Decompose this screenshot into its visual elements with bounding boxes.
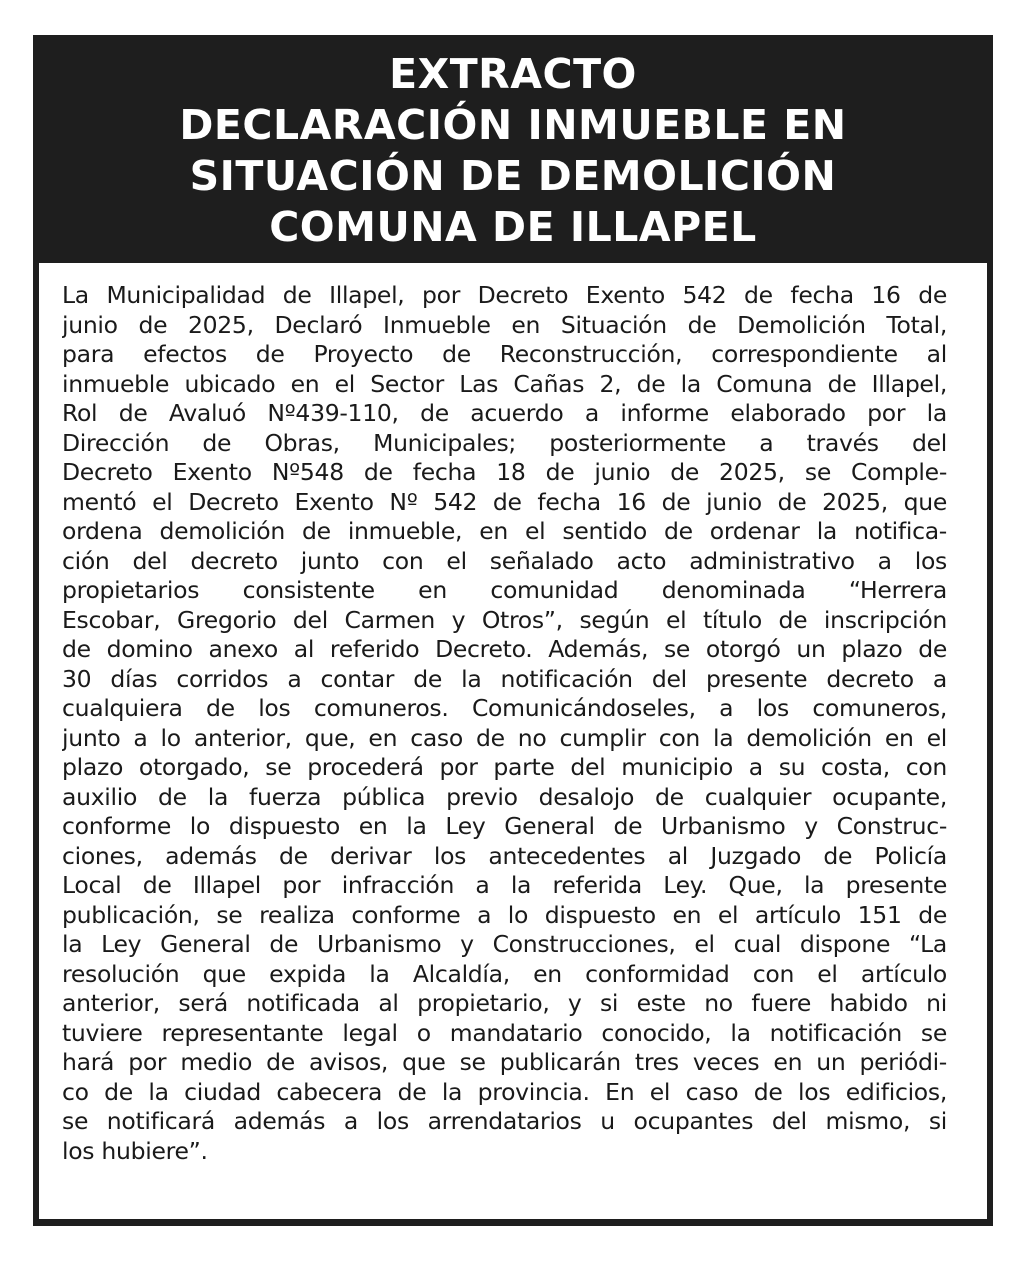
body-text-line: los hubiere”. bbox=[62, 1136, 208, 1165]
body-text-line: inmueble ubicado en el Sector Las Cañas 2, de la Comuna de Illapel, bbox=[62, 369, 947, 398]
body-text-line: hará por medio de avisos, que se publicarán tres veces en un periódi- bbox=[62, 1048, 947, 1076]
body-text-line: junto a lo anterior, que, en caso de no cumplir con la demolición en el bbox=[62, 723, 947, 752]
notice-body bbox=[39, 263, 987, 1219]
body-text-line: Decreto Exento Nº548 de fecha 18 de junio de 2025, se Comple- bbox=[62, 458, 947, 486]
legal-notice bbox=[33, 35, 993, 1226]
body-text-line: junio de 2025, Declaró Inmueble en Situación de Demolición Total, bbox=[62, 310, 947, 339]
notice-title-line: DECLARACIÓN INMUEBLE EN bbox=[179, 101, 847, 149]
body-text-line: de domino anexo al referido Decreto. Además, se otorgó un plazo de bbox=[62, 635, 947, 663]
body-text-line: publicación, se realiza conforme a lo dispuesto en el artículo 151 de bbox=[62, 900, 947, 929]
body-text-line: propietarios consistente en comunidad denominada “Herrera bbox=[62, 576, 947, 604]
body-text-line: Dirección de Obras, Municipales; posteriormente a través del bbox=[62, 428, 947, 457]
body-text-line: Local de Illapel por infracción a la referida Ley. Que, la presente bbox=[62, 871, 947, 899]
body-text-line: se notificará además a los arrendatarios u ocupantes del mismo, si bbox=[62, 1107, 947, 1135]
body-text-line: ción del decreto junto con el señalado acto administrativo a los bbox=[62, 546, 947, 575]
body-text-line: auxilio de la fuerza pública previo desalojo de cualquier ocupante, bbox=[62, 782, 947, 811]
body-text-line: Rol de Avaluó Nº439-110, de acuerdo a informe elaborado por la bbox=[62, 399, 947, 427]
body-text-line: para efectos de Proyecto de Reconstrucción, correspondiente al bbox=[62, 340, 947, 368]
body-text-line: la Ley General de Urbanismo y Construcciones, el cual dispone “La bbox=[62, 930, 947, 958]
body-text-line: resolución que expida la Alcaldía, en conformidad con el artículo bbox=[62, 959, 947, 988]
body-text-line: mentó el Decreto Exento Nº 542 de fecha 16 de junio de 2025, que bbox=[62, 487, 947, 516]
notice-header bbox=[33, 35, 993, 263]
body-text-line: La Municipalidad de Illapel, por Decreto Exento 542 de fecha 16 de bbox=[62, 281, 947, 309]
notice-title-line: SITUACIÓN DE DEMOLICIÓN bbox=[189, 152, 837, 200]
body-text-line: ordena demolición de inmueble, en el sentido de ordenar la notifica- bbox=[62, 517, 947, 545]
body-text-line: conforme lo dispuesto en la Ley General de Urbanismo y Construc- bbox=[62, 812, 947, 840]
notice-title-line: EXTRACTO bbox=[389, 50, 637, 98]
body-text-line: cualquiera de los comuneros. Comunicándoseles, a los comuneros, bbox=[62, 694, 947, 722]
notice-title-line: COMUNA DE ILLAPEL bbox=[269, 203, 757, 251]
body-text-line: tuviere representante legal o mandatario conocido, la notificación se bbox=[62, 1018, 947, 1047]
body-text-line: co de la ciudad cabecera de la provincia. En el caso de los edificios, bbox=[62, 1077, 947, 1106]
body-text-line: 30 días corridos a contar de la notificación del presente decreto a bbox=[62, 664, 947, 693]
body-text-line: plazo otorgado, se procederá por parte del municipio a su costa, con bbox=[62, 753, 947, 781]
body-text-line: Escobar, Gregorio del Carmen y Otros”, según el título de inscripción bbox=[62, 605, 947, 634]
body-text-line: ciones, además de derivar los antecedentes al Juzgado de Policía bbox=[62, 841, 947, 870]
body-text-line: anterior, será notificada al propietario, y si este no fuere habido ni bbox=[62, 989, 947, 1017]
